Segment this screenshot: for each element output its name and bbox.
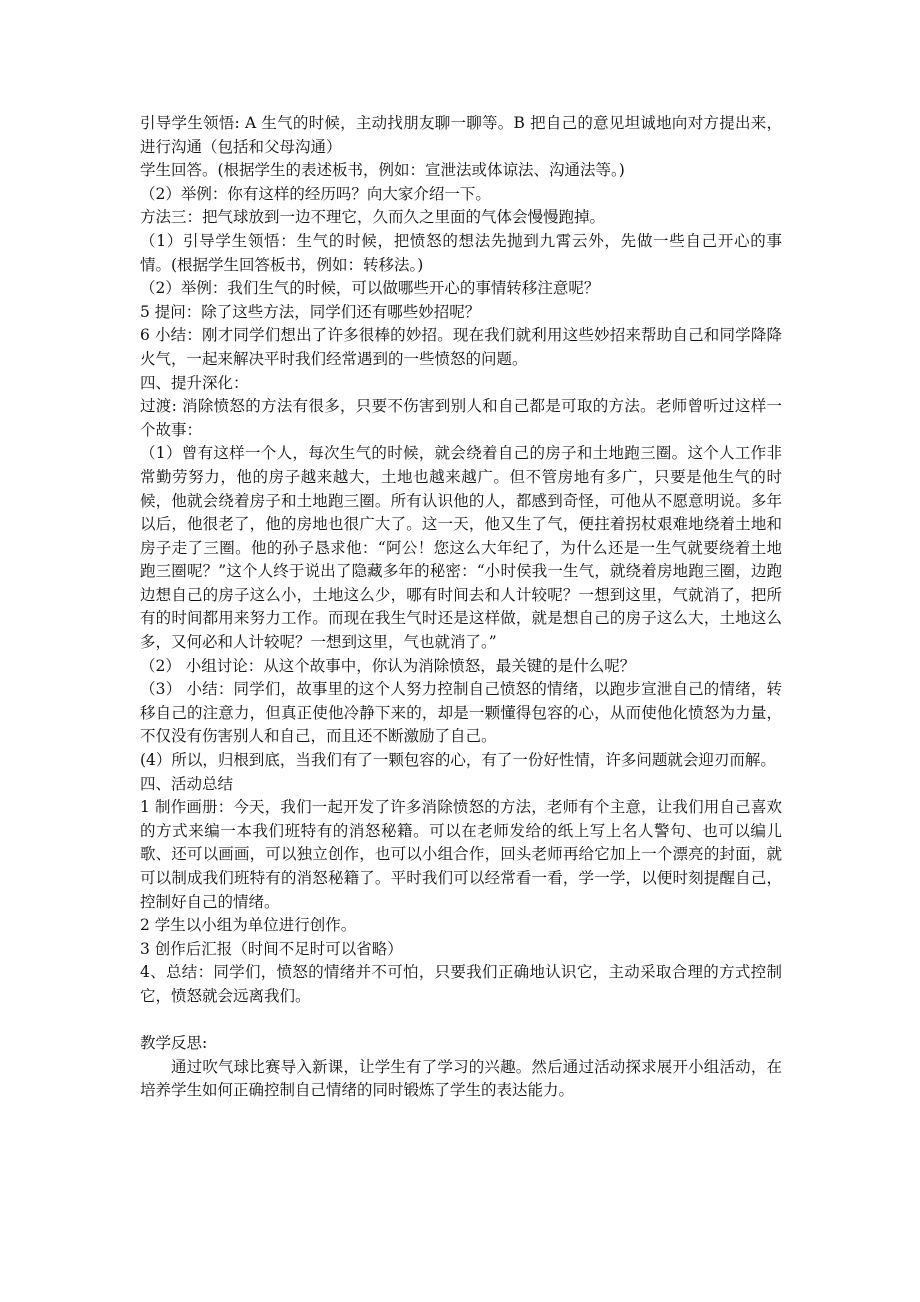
paragraph: 3 创作后汇报（时间不足时可以省略） xyxy=(140,939,403,958)
paragraph: 5 提问：除了这些方法，同学们还有哪些妙招呢？ xyxy=(140,302,481,321)
paragraph: 方法三：把气球放到一边不理它，久而久之里面的气体会慢慢跑掉。 xyxy=(140,208,606,227)
reflection-heading: 教学反思: xyxy=(140,1034,208,1053)
paragraph: 2 学生以小组为单位进行创作。 xyxy=(140,916,357,935)
section-heading: 四、活动总结 xyxy=(140,774,234,793)
paragraph: （1）引导学生领悟：生气的时候，把愤怒的想法先抛到九霄云外，先做一些自己开心的事情。(根据学生回答板书，例如：转移法。) xyxy=(140,231,782,274)
paragraph: 1 制作画册：今天，我们一起开发了许多消除愤怒的方法，老师有个主意，让我们用自己喜欢的方式来编一本我们班特有的消怒秘籍。可以在老师发给的纸上写上名人警句、也可以编儿歌、还可以画画，可以独立创作，也可以小组合作，回头老师再给它加上一个漂亮的封面，就可以制成我们班特有的消怒秘籍了。平时我们可以经常看一看，学一学，以便时刻提醒自己，控制好自己的情绪。 xyxy=(140,798,782,911)
paragraph: （2） 小组讨论：从这个故事中，你认为消除愤怒，最关键的是什么呢？ xyxy=(140,656,636,675)
reflection-body: 通过吹气球比赛导入新课，让学生有了学习的兴趣。然后通过活动探求展开小组活动，在培养学生如何正确控制自己情绪的同时锻炼了学生的表达能力。 xyxy=(140,1057,782,1100)
paragraph: 6 小结：刚才同学们想出了许多很棒的妙招。现在我们就利用这些妙招来帮助自己和同学降降火气，一起来解决平时我们经常遇到的一些愤怒的问题。 xyxy=(140,326,782,368)
paragraph: （2）举例：我们生气的时候，可以做哪些开心的事情转移注意呢？ xyxy=(140,279,600,298)
story-paragraph: （1）曾有这样一个人，每次生气的时候，就会绕着自己的房子和土地跑三圈。这个人工作非常勤劳努力，他的房子越来越大，土地也越来越广。但不管房地有多广，只要是他生气的时候，他就会绕着房子和土地跑三圈。所有认识他的人，都感到奇怪，可他从不愿意明说。多年以后，他很老了，他的房地也很广大了。这一天，他又生了气，便拄着拐杖艰难地绕着土地和房子走了三圈。他的孙子恳求他：“阿公！您这么大年纪了，为什么还是一生气就要绕着土地跑三圈呢？”这个人终于说出了隐藏多年的秘密：“小时侯我一生气，就绕着房地跑三圈，边跑边想自己的房子这么小，土地这么少，哪有时间去和人计较呢？一想到这里，气就消了，把所有的时间都用来努力工作。而现在我生气时还是这样做，就是想自己的房子这么大，土地这么多，又何必和人计较呢？一想到这里，气也就消了。” xyxy=(140,444,782,652)
paragraph: （3） 小结：同学们，故事里的这个人努力控制自己愤怒的情绪，以跑步宣泄自己的情绪，转移自己的注意力，但真正使他冷静下来的，却是一颗懂得包容的心，从而使他化愤怒为力量，不仅没有伤害别人和自己，而且还不断激励了自己。 xyxy=(140,680,782,746)
paragraph: 学生回答。(根据学生的表述板书，例如：宣泄法或体谅法、沟通法等。) xyxy=(140,161,625,180)
paragraph: （2）举例：你有这样的经历吗？向大家介绍一下。 xyxy=(140,184,491,203)
paragraph: 过渡: 消除愤怒的方法有很多，只要不伤害到别人和自己都是可取的方法。老师曾听过这样一个故事： xyxy=(140,397,782,439)
paragraph: 引导学生领悟: A 生气的时候，主动找朋友聊一聊等。B 把自己的意见坦诚地向对方提出来，进行沟通（包括和父母沟通） xyxy=(140,114,782,156)
paragraph: 4、总结：同学们，愤怒的情绪并不可怕，只要我们正确地认识它，主动采取合理的方式控制它，愤怒就会远离我们。 xyxy=(140,963,782,1005)
section-heading: 四、提升深化： xyxy=(140,373,249,392)
blank-line xyxy=(140,1009,782,1033)
document-page xyxy=(140,112,782,1103)
paragraph: (4）所以，归根到底，当我们有了一颗包容的心，有了一份好性情，许多问题就会迎刃而解。 xyxy=(140,751,776,770)
